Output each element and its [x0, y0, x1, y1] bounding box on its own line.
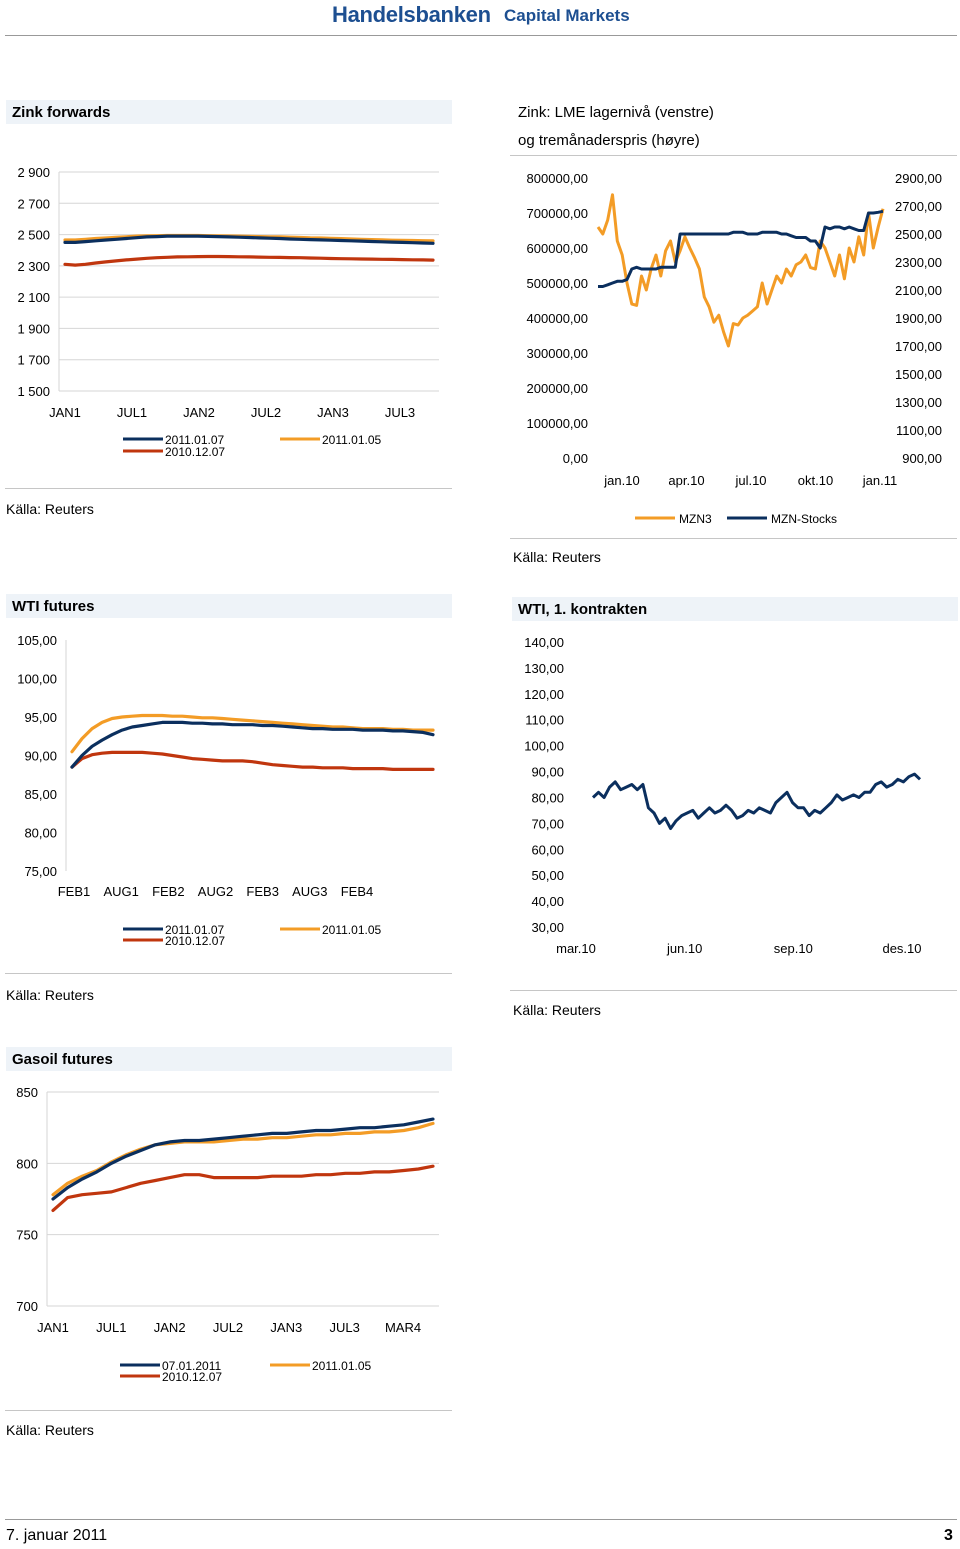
brand-logo-subtitle: Capital Markets: [504, 6, 630, 25]
y-tick-label: 105,00: [17, 633, 57, 648]
wti-first-title: WTI, 1. kontrakten: [512, 597, 958, 621]
x-tick-label: apr.10: [668, 473, 705, 488]
y-tick-label: 2 500: [17, 227, 50, 243]
y-left-tick-label: 400000,00: [526, 311, 588, 326]
y-tick-label: 95,00: [24, 710, 57, 725]
y-tick-label: 90,00: [24, 748, 57, 764]
x-tick-label: FEB2: [152, 884, 185, 899]
y-tick-label: 850: [16, 1085, 38, 1100]
legend-label: 2011.01.07: [165, 923, 225, 937]
y-tick-label: 80,00: [531, 790, 564, 806]
y-right-tick-label: 1700,00: [895, 339, 942, 354]
y-left-tick-label: 600000,00: [526, 241, 588, 256]
series-line-navy: [593, 774, 920, 828]
y-right-tick-label: 1300,00: [895, 395, 942, 410]
zinc-lme-source: Källa: Reuters: [513, 549, 601, 565]
footer-divider: [5, 1519, 957, 1520]
footer-date: 7. januar 2011: [6, 1527, 108, 1544]
y-tick-label: 140,00: [524, 635, 564, 650]
wti-futures-source: Källa: Reuters: [6, 987, 94, 1003]
y-tick-label: 110,00: [525, 712, 564, 728]
y-left-tick-label: 800000,00: [526, 171, 588, 186]
zinc-forwards-divider: [5, 488, 452, 489]
x-tick-label: AUG2: [197, 884, 234, 899]
legend-label: 2010.12.07: [165, 445, 226, 459]
legend-label: 2010.12.07: [165, 934, 226, 948]
series-line-red: [53, 1166, 433, 1210]
wti-first-divider: [510, 990, 957, 991]
x-tick-label: okt.10: [797, 473, 834, 488]
y-tick-label: 40,00: [531, 894, 564, 910]
legend-label: MZN-Stocks: [771, 512, 837, 526]
x-tick-label: MAR4: [384, 1320, 422, 1335]
zinc-forwards-source: Källa: Reuters: [6, 501, 94, 517]
y-left-tick-label: 200000,00: [526, 381, 588, 396]
zinc-lme-title-divider: [510, 155, 957, 156]
legend-label: MZN3: [679, 512, 712, 526]
y-tick-label: 130,00: [524, 660, 564, 676]
x-tick-label: jan.10: [604, 473, 640, 488]
x-tick-label: JAN3: [270, 1320, 303, 1335]
zinc-lme-title-line1: Zink: LME lagernivå (venstre): [518, 104, 714, 121]
legend-label: 2011.01.05: [322, 433, 382, 447]
legend-label: 2011.01.07: [165, 433, 225, 447]
gasoil-title: Gasoil futures: [6, 1047, 452, 1071]
x-tick-label: mar.10: [556, 941, 596, 956]
y-tick-label: 60,00: [531, 842, 564, 858]
wti-futures-chart: [5, 620, 455, 950]
y-tick-label: 2 900: [17, 165, 50, 180]
x-tick-label: JUL3: [384, 405, 416, 420]
y-right-tick-label: 1500,00: [895, 367, 942, 382]
gasoil-divider: [5, 1410, 452, 1411]
x-tick-label: FEB4: [340, 884, 374, 899]
y-left-tick-label: 700000,00: [526, 206, 588, 221]
y-left-tick-label: 300000,00: [526, 346, 588, 361]
y-tick-label: 75,00: [24, 864, 57, 879]
y-tick-label: 1 700: [17, 352, 50, 368]
series-line-orange: [72, 716, 433, 752]
y-tick-label: 2 100: [17, 290, 50, 306]
y-tick-label: 800: [16, 1156, 38, 1172]
x-tick-label: jun.10: [666, 941, 703, 956]
x-tick-label: jan.11: [862, 473, 898, 488]
y-tick-label: 700: [16, 1299, 38, 1314]
x-tick-label: JAN2: [183, 405, 215, 420]
x-tick-label: AUG3: [292, 884, 328, 899]
x-tick-label: JUL1: [116, 405, 148, 420]
y-left-tick-label: 0,00: [562, 451, 588, 466]
x-tick-label: JAN1: [49, 405, 81, 420]
gasoil-chart: [5, 1075, 455, 1385]
y-tick-label: 90,00: [531, 764, 564, 780]
x-tick-label: JUL2: [250, 405, 282, 420]
y-tick-label: 1 900: [17, 321, 50, 337]
wti-futures-divider: [5, 973, 452, 974]
zinc-lme-title-line2: og tremånaderspris (høyre): [518, 132, 700, 149]
y-tick-label: 2 300: [17, 258, 50, 274]
x-tick-label: JAN2: [153, 1320, 186, 1335]
legend-label: 07.01.2011: [162, 1359, 222, 1373]
y-tick-label: 120,00: [524, 686, 564, 702]
zinc-lme-chart: [505, 160, 960, 535]
wti-first-chart: [505, 625, 960, 960]
y-right-tick-label: 900,00: [902, 451, 942, 466]
x-tick-label: des.10: [882, 941, 922, 956]
wti-first-source: Källa: Reuters: [513, 1002, 601, 1018]
x-tick-label: jul.10: [735, 473, 767, 488]
legend-label: 2011.01.05: [312, 1359, 372, 1373]
y-tick-label: 80,00: [24, 825, 57, 841]
x-tick-label: FEB3: [246, 884, 279, 899]
gasoil-source: Källa: Reuters: [6, 1422, 94, 1438]
x-tick-label: sep.10: [773, 941, 813, 956]
y-tick-label: 30,00: [531, 920, 564, 935]
wti-futures-title: WTI futures: [6, 594, 452, 618]
x-tick-label: JAN1: [37, 1320, 69, 1335]
y-right-tick-label: 1100,00: [895, 423, 942, 438]
series-line-red: [65, 257, 433, 266]
header-divider: [5, 35, 957, 36]
x-tick-label: JUL1: [96, 1320, 127, 1335]
legend-label: 2010.12.07: [162, 1370, 223, 1384]
zinc-lme-divider: [510, 538, 957, 539]
brand-logo-name: Handelsbanken: [332, 2, 491, 27]
y-tick-label: 85,00: [24, 787, 57, 802]
y-right-tick-label: 2900,00: [895, 171, 942, 186]
legend-label: 2011.01.05: [322, 923, 382, 937]
y-tick-label: 1 500: [17, 384, 50, 399]
x-tick-label: JUL2: [212, 1320, 244, 1335]
y-tick-label: 750: [16, 1227, 38, 1243]
y-tick-label: 50,00: [531, 868, 564, 884]
y-right-tick-label: 2700,00: [895, 199, 942, 214]
x-tick-label: JAN3: [317, 405, 349, 420]
series-line-red: [72, 752, 433, 769]
y-right-tick-label: 2300,00: [895, 255, 942, 270]
x-tick-label: AUG1: [103, 884, 139, 899]
y-left-tick-label: 500000,00: [526, 276, 588, 291]
y-right-tick-label: 2500,00: [895, 227, 942, 242]
zinc-forwards-title: Zink forwards: [6, 100, 452, 124]
zinc-forwards-chart: [5, 150, 455, 460]
y-tick-label: 100,00: [524, 738, 564, 754]
y-right-tick-label: 2100,00: [895, 283, 942, 298]
y-left-tick-label: 100000,00: [526, 416, 588, 431]
y-tick-label: 100,00: [17, 671, 57, 687]
y-tick-label: 2 700: [17, 196, 50, 212]
page-number: 3: [944, 1527, 953, 1544]
series-line-orange: [598, 195, 883, 346]
x-tick-label: FEB1: [57, 884, 91, 899]
x-tick-label: JUL3: [329, 1320, 360, 1335]
y-tick-label: 70,00: [531, 816, 564, 832]
series-line-orange: [53, 1123, 433, 1194]
y-right-tick-label: 1900,00: [895, 311, 942, 326]
